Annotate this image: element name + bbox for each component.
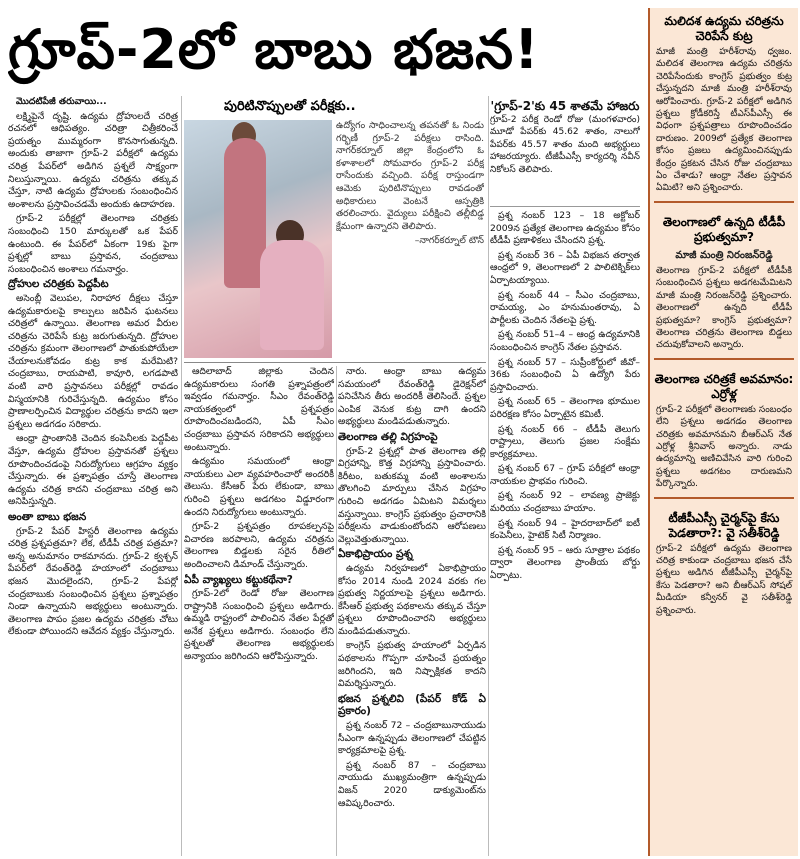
question-item: ప్రశ్న నంబర్ 95 – ఆరు సూత్రాల పథకం ద్వారా తెలంగాణ ప్రాంతీయ బోర్డు ఏర్పాటు. xyxy=(490,544,640,582)
paragraph: గ్రూప్-2 ప్రశ్నల్లో పాత తెలంగాణ తల్లి విగ్రహాన్ని, కొత్త విగ్రహాన్ని ప్రస్తావించారు. కిరీటం, బతుకమ్మ వంటి అంశాలను తొలగించి మార్పులు చేసిన విగ్రహం గురించి అడగడం ఏమిటని విమర్శలు వస్తున్నాయి. కాంగ్రెస్ ప్రభుత్వం ప్రచారానికి పరీక్షలను వాడుకుంటోందని ఆరోపణలు వెల్లువెత్తుతున్నాయి. xyxy=(338,445,486,545)
question-item: ప్రశ్న నంబర్ 92 – లావణ్య ప్రాజెక్టు మరియు చంద్రబాబు హయాం. xyxy=(490,490,640,515)
sidebar-text: గ్రూప్-2 పరీక్షలో తెలంగాణకు సంబంధం లేని ప్రశ్నలు అడగడం తెలంగాణ చరిత్రకు అవమానమని బీఆర్‌ఎస్ నేత ఎర్రోళ్ల శ్రీనివాస్ అన్నారు. నాడు ఉద్యమాన్ని అణిచివేసిన వారి గురించి ప్రశ్నలు అడగటం దారుణమని పేర్కొన్నారు. xyxy=(656,404,792,490)
sidebar-text: తెలంగాణ గ్రూప్-2 పరీక్షలో టీడీపీకి సంబంధించిన ప్రశ్నలు అడగటమేమిటని మాజీ మంత్రి నిరంజన్‌రెడ్డి ప్రశ్నించారు. తెలంగాణలో ఉన్నది టీడీపీ ప్రభుత్వమా? కాంగ్రెస్ ప్రభుత్వమా? తెలంగాణ చరిత్రను తెలంగాణ బిడ్డలు చదువుకోవాలని అన్నారు. xyxy=(656,265,792,351)
question-item: ప్రశ్న నంబర్ 65 – తెలంగాణ భూముల పరిరక్షణ కోసం ఏర్పాటైన కమిటీ. xyxy=(490,396,640,420)
page-headline: గ్రూప్-2లో బాబు భజన! xyxy=(8,18,540,81)
paragraph: ఆదిలాబాద్ జిల్లాకు చెందిన ఉద్యమకారులు సంగతి ప్రశ్నాపత్రంలో ఇవ్వడం గమనార్హం. సీఎం రేవంత్‌రెడ్డి నాయకత్వంలో ప్రశ్నపత్రం రూపొందించబడిందని, ఏపీ సీఎం చంద్రబాబు ప్రస్తావన సరికాదని అభ్యర్థులు అంటున్నారు. xyxy=(184,366,334,453)
subheading: అంతా బాబు భజన xyxy=(8,511,87,523)
news-photo xyxy=(184,120,332,358)
subheading: ఏపీ వ్యాఖ్యలు కట్టుకథేనా? xyxy=(184,573,293,586)
paragraph: గ్రూప్-2 పరీక్షల్లో తెలంగాణ చరిత్రకు సంబంధించి 150 మార్కులతో ఒక పేపర్ ఉంటుంది. ఈ పేపర్‌లో ఏకంగా 19కు పైగా ప్రశ్నల్లో బాబు ప్రస్తావన, చంద్రబాబు సంబంధించిన అంశాలు గమనార్హం. xyxy=(8,213,178,275)
question-item: ప్రశ్న నంబర్ 36 – ఏపీ విభజన తర్వాత ఆంధ్రలో 9, తెలంగాణలో 2 పాలిటెక్నిక్‌లు ఏర్పాటయ్యాయి. xyxy=(490,249,640,286)
subheading: భజన ప్రశ్నలివి (పేపర్ కోడ్ ఏ ప్రకారం) xyxy=(338,692,486,718)
column-divider xyxy=(181,96,182,856)
photo-caption xyxy=(336,120,484,356)
attendance-box xyxy=(490,96,640,207)
attendance-heading: 'గ్రూప్-2'కు 45 శాతమే హాజరు xyxy=(490,99,640,113)
photo-story-title: పురిటినొప్పులతో పరీక్షకు.. xyxy=(224,99,356,114)
sidebar-text: మాజీ మంత్రి హరీశ్‌రావు ధ్వజం. మలిదశ తెలంగాణ ఉద్యమ చరిత్రను చెరిపేసేందుకు కాంగ్రెస్ ప్రభుత్వం కుట్ర చేస్తున్నదని మాజీ మంత్రి హరీశ్‌రావు ఆరోపించారు. గ్రూప్-2 పరీక్షలో అడిగిన ప్రశ్నలు క్రోడీకరిస్తే టీఎస్‌పీఎస్సీ ఈ విధంగా ప్రశ్నపత్రాలు రూపొందించడం దారుణం. 2009లో ప్రత్యేక తెలంగాణ కోసం ప్రజలు ఉద్యమించినప్పుడు కేంద్రం ప్రకటన చేసిన రోజు చంద్రబాబు ఏం చేశాడు? ఆంధ్రా నేతల ప్రస్తావన ఏమిటి? అని ప్రశ్నించారు. xyxy=(656,47,792,194)
sidebar-divider xyxy=(654,497,794,499)
paragraph: ప్రశ్న నంబర్ 87 – చంద్రబాబు నాయుడు ముఖ్యమంత్రిగా ఉన్నప్పుడు విజన్ 2020 డాక్యుమెంట్‌ను ఆవిష్కరించారు. xyxy=(338,759,486,809)
article-column-4 xyxy=(490,210,640,856)
sidebar-byline: మాజీ మంత్రి నిరంజన్‌రెడ్డి xyxy=(675,249,773,261)
sidebar-heading: టీజీపీఎస్సీ చైర్మన్‌పై కేసు పెడతారా?: వై సతీశ్‌రెడ్డి xyxy=(668,510,780,540)
article-column-1 xyxy=(8,96,178,856)
sidebar-heading: తెలంగాణలో ఉన్నది టీడీపీ ప్రభుత్వమా? xyxy=(662,214,786,244)
question-item: ప్రశ్న నంబర్ 66 – టీడీపీ తెలుగు రాష్ట్రాలు, తెలుగు ప్రజల సంక్షేమ కార్యక్రమాలు. xyxy=(490,423,640,460)
question-item: ప్రశ్న నంబర్ 123 – 18 అక్టోబర్ 2009న ప్రత్యేక తెలంగాణ ఉద్యమం కోసం టీడీపీ ప్రణాళికలు చేసిందని ప్రశ్న. xyxy=(490,210,640,247)
paragraph: గ్రూప్-2 ప్రశ్నపత్రం రూపకల్పనపై విచారణ జరపాలని, ఉద్యమ చరిత్రను తెలంగాణ బిడ్డలకు సరైన రీతిలో అందించాలని డిమాండ్ చేస్తున్నారు. xyxy=(184,521,334,570)
photo-caption-text: ఉద్యోగం సాధించాలన్న తపనతో ఓ నిండు గర్భిణీ గ్రూప్-2 పరీక్షలు రాసింది. నాగర్‌కర్నూల్ జిల్లా కేంద్రంలోని ఓ కళాశాలలో సోమవారం గ్రూప్-2 పరీక్ష రాసేందుకు వచ్చింది. పరీక్ష రాస్తుండగా ఆమెకు పురిటినొప్పులు రావడంతో అధికారులు వెంటనే ఆస్పత్రికి తరలించారు. వైద్యులు పరీక్షించి తల్లీబిడ్డ క్షేమంగా ఉన్నారని తెలిపారు. xyxy=(336,120,484,232)
sidebar-divider xyxy=(654,358,794,360)
article-column-2 xyxy=(184,366,334,856)
sidebar-heading: మలిదశ ఉద్యమ చరిత్రను చెరిపేసే కుట్ర xyxy=(664,14,784,43)
column-divider xyxy=(336,366,337,856)
paragraph: గ్రూప్-2లో రెండో రోజు తెలంగాణ రాష్ట్రానికి సంబంధించి ప్రశ్నలు అడిగారు. ఉమ్మడి రాష్ట్రంలో పాలించిన నేతల పేర్లతో అనేక ప్రశ్నలు అడిగారు. సంబంధం లేని ప్రశ్నలతో తెలంగాణ అభ్యర్థులకు అన్యాయం జరిగిందని ఆరోపిస్తున్నారు. xyxy=(184,588,334,663)
paragraph: కాంగ్రెస్ ప్రభుత్వ హయాంలో ఏర్పడిన పథకాలను గొప్పగా చూపించే ప్రయత్నం జరిగిందని, ఇది నిష్పాక్షికత కాదని విమర్శిస్తున్నారు. xyxy=(338,640,486,690)
attendance-text: గ్రూప్-2 పరీక్ష రెండో రోజు (మంగళవారం) మూడో పేపర్‌కు 45.62 శాతం, నాలుగో పేపర్‌కు 45.57 శాతం మంది అభ్యర్థులు హాజరయ్యారు. టీజీపీఎస్సీ కార్యదర్శి నవీన్ నికోలస్ తెలిపారు. xyxy=(490,115,640,175)
paragraph: అసెంబ్లీ వెలుపల, నిరాహార దీక్షలు చేస్తూ ఉద్యమకారులపై కాల్పులు జరిపిన ఘటనలు చరిత్రలో ఉన్నాయి. తెలంగాణ అమర వీరుల చరిత్రను చెరిపేసే కుట్ర జరుగుతున్నది. ద్రోహుల చరిత్రను క్రమంగా తెలంగాణలో పాతుకుపోయేలా చేయాలనుకోవడం కుట్ర కాక మరేమిటి? చంద్రబాబు, రాయపాటి, కావూరి, లగడపాటి వంటి వారి ప్రస్తావనలు పరీక్షల్లో రావడం విస్మయానికి గురిచేస్తున్నది. ఉద్యమం కోసం ప్రాణాలర్పించిన విద్యార్థుల చరిత్రను కాదని ఇలా ప్రశ్నలు అడగడం సరికాదు. xyxy=(8,292,178,430)
paragraph: లక్ష్మిపైనే దృష్టి. ఉద్యమ ద్రోహులదే చరిత్ర రచనలో ఆధిపత్యం. చరిత్రా చిత్రీకరించే ప్రయత్నం ముమ్మరంగా కొనసాగుతున్నది. అందుకు తాజాగా గ్రూప్-2 పరీక్షలో ఉద్యమ చరిత్ర పేపర్‌లో అడిగిన ప్రశ్నలే సాక్ష్యంగా నిలుస్తున్నాయి. ఉద్యమ చరిత్రను తక్కువ చేస్తూ, నాటి ఉద్యమ ద్రోహులకు సంబంధించిన అంశాలను ప్రస్తావించడమే అందుకు ఉదాహరణ. xyxy=(8,110,178,210)
column-divider xyxy=(488,96,489,856)
question-item: ప్రశ్న నంబర్ 44 – సీఎం చంద్రబాబు, రామయ్య, ఎం హనుమంతరావు, ఏ పార్టీలకు చెందిన నేతలపై ప్రశ్న. xyxy=(490,289,640,326)
photo-story xyxy=(184,96,486,363)
question-item: ప్రశ్న నంబర్ 57 – సుప్రీంకోర్టులో జీవో–36కు సంబంధించి ఏ ఉద్యోగి పేరు ప్రస్తావించారు. xyxy=(490,356,640,393)
question-item: ప్రశ్న నంబర్ 94 – హైదరాబాద్‌లో ఐటీ కంపెనీలు, హైటెక్ సిటీ నిర్మాణం. xyxy=(490,517,640,542)
paragraph: ఆంధ్రా ప్రాంతానికి చెందిన కంపెనీలకు పెద్దపీట వేస్తూ, ఉద్యమ ద్రోహుల ప్రస్తావనతో ప్రశ్నలు రూపొందించడంపై నిరుద్యోగులు ఆగ్రహం వ్యక్తం చేస్తున్నారు. ఈ ప్రశ్నాపత్రం చూస్తే తెలంగాణ ఉద్యమ చరిత్ర కాదని చంద్రబాబు చరిత్ర అని అనిపిస్తున్నది. xyxy=(8,433,178,508)
sidebar-heading: తెలంగాణ చరిత్రకే అవమానం: ఎర్రోళ్ల xyxy=(654,371,794,401)
paragraph: నారు. ఆంధ్రా బాబు ఉద్యమ సమయంలో రేవంత్‌రెడ్డి డైరెక్షన్‌లో పనిచేసిన తీరు అందరికీ తెలిసిందే. ప్రశ్నల ఎంపిక వెనుక కుట్ర దాగి ఉందని అభ్యర్థులు మండిపడుతున్నారు. xyxy=(338,366,486,428)
subheading: ద్రోహుల చరిత్రకు పెద్దపీట xyxy=(8,278,109,291)
paragraph: గ్రూప్-2 పేపర్ హిస్టరీ తెలంగాణ ఉద్యమ చరిత్ర ప్రశ్నపత్రమా? లేక, టీడీపీ చరిత్ర పత్రమా? అన్న అనుమానం రాకమానదు. గ్రూప్-2 క్వశ్చన్ పేపర్‌లో రేవంత్‌రెడ్డి హయాంలో చంద్రబాబు భజన మొదలైందని, గ్రూప్-2 పేపర్లో చంద్రబాబుకు సంబంధించిన ప్రశ్నలు ప్రశ్నాపత్రం నిండా ఉన్నాయని అభ్యర్థులు అంటున్నారు. తెలంగాణ పాపం ప్రజల ఉద్యమ చరిత్రకు చోటు లేకుండా పోయిందని ఆవేదన వ్యక్తం చేస్తున్నారు. xyxy=(8,525,178,638)
question-item: ప్రశ్న నంబర్ 67 – గ్రూప్ పరీక్షలో ఆంధ్రా నాయకుల ప్రాభవం గురించి. xyxy=(490,463,640,487)
paragraph: ప్రశ్న నంబర్ 72 – చంద్రబాబునాయుడు సీఎంగా ఉన్నప్పుడు తెలంగాణలో చేపట్టిన కార్యక్రమాలపై ప్రశ్న. xyxy=(338,720,486,757)
paragraph: ఉద్యమ నిర్వహణలో ఏకాభిప్రాయం కోసం 2014 నుండి 2024 వరకు గల ప్రభుత్వ నిర్ణయాలపై ప్రశ్నలు అడిగారు. కేసీఆర్ ప్రభుత్వ పథకాలను తక్కువ చేస్తూ ప్రశ్నలు రూపొందించారని అభ్యర్థులు మండిపడుతున్నారు. xyxy=(338,562,486,637)
subheading: ఏకాభిప్రాయం ప్రశ్న xyxy=(338,548,413,561)
sidebar-text: గ్రూప్-2 పరీక్షలో ఉద్యమ తెలంగాణ చరిత్ర కాకుండా చంద్రబాబు భజన చేసే ప్రశ్నలు అడిగిన టీజీపీఎస్సీ చైర్మన్‌పై కేసు పెడతారా? అని బీఆర్‌ఎస్ సోషల్ మీడియా కన్వీనర్ వై సతీశ్‌రెడ్డి ప్రశ్నించారు. xyxy=(656,543,792,616)
person-figure-shape xyxy=(260,240,324,350)
dateline: మొదటిపేజీ తరువాయి... xyxy=(16,96,107,107)
sidebar-reactions xyxy=(648,8,798,856)
paragraph: ఉద్యమం సమయంలో ఆంధ్రా నాయకులు ఎలా వ్యవహరించారో అందరికీ తెలుసు. కేసీఆర్ పేరు లేకుండా, బాబు గురించి ప్రశ్నలు అడగటం విడ్డూరంగా ఉందని నిరుద్యోగులు అంటున్నారు. xyxy=(184,456,334,518)
photo-credit: –నాగర్‌కర్నూల్ టౌన్ xyxy=(414,235,484,247)
subheading: తెలంగాణ తల్లి విగ్రహంపై xyxy=(338,430,438,443)
article-column-3 xyxy=(338,366,486,856)
sidebar-divider xyxy=(654,201,794,203)
question-item: ప్రశ్న నంబర్ 51–4 – ఆంధ్ర ఉద్యమానికి సంబంధించిన కాంగ్రెస్ నేతల ప్రస్తావన. xyxy=(490,329,640,353)
